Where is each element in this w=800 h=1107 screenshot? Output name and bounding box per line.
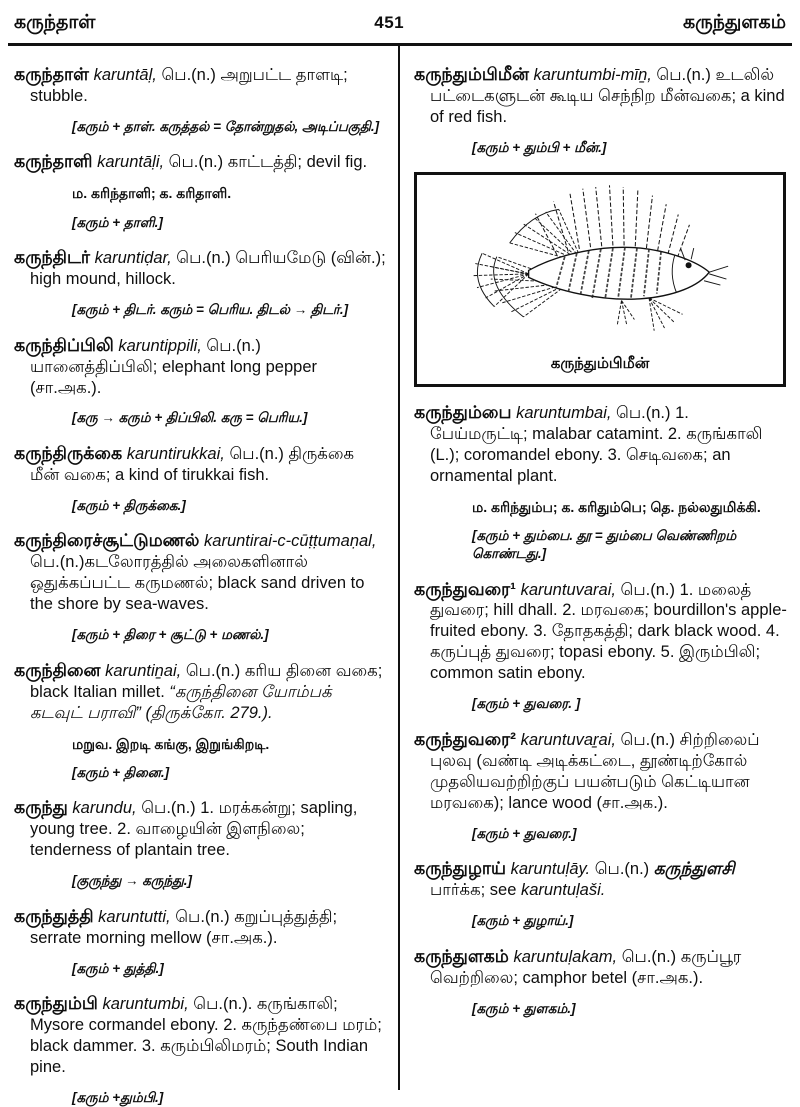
entry-etymology — [472, 695, 790, 713]
text-run: இறடி கங்கு, இறுங்கிறடி. — [112, 735, 270, 752]
text-run: [கரும் + தும்பி + மீன்.] — [472, 139, 607, 155]
right-column-bottom — [414, 401, 790, 1017]
transliteration: karuntumbi-mīṉ, — [528, 66, 652, 84]
entry-etymology — [472, 527, 790, 562]
dictionary-entry — [414, 63, 790, 156]
entry-etymology — [472, 912, 790, 930]
entry-etymology — [72, 872, 386, 890]
text-run: பெ.(n.) உடலில் பட்டைகளுடன் கூடிய செந்நிற மீன்வகை; a kind of red fish. — [430, 66, 785, 126]
text-run: பெ.(n.) பெரியமேடு (வின்.); high mound, hillock. — [30, 249, 386, 289]
text-run: கரிந்தாளி; — [87, 185, 160, 202]
text-run: [கரும் + துத்தி.] — [72, 960, 164, 976]
transliteration: karuntāḷi, — [92, 153, 165, 172]
figure-caption: கருந்தும்பிமீன் — [550, 355, 650, 373]
text-run: பெ.(n.) கருப்பூர வெற்றிலை; camphor betel (சா.அக.). — [430, 947, 742, 987]
headword: கருந்துழாய் — [414, 858, 507, 879]
text-run: [கரும் + துவரை.] — [472, 825, 577, 841]
text-run: பெ.(n.) காட்டத்தி; devil fig. — [164, 153, 368, 172]
transliteration: karuntiṉai, — [100, 661, 182, 680]
text-run: [கரும் + தினை.] — [72, 764, 170, 780]
dictionary-entry — [414, 728, 790, 842]
header-guide-word-right: கருந்துளகம் — [682, 12, 786, 33]
entry-definition — [14, 992, 386, 1078]
entry-definition — [14, 334, 386, 399]
headword: கருந்தும்பி — [14, 993, 98, 1014]
text-run: [கரும் +தும்பி.] — [72, 1090, 164, 1106]
entry-definition — [14, 246, 386, 290]
text-run: பெ.(n.) திருக்கை மீன் வகை; a kind of tirukkai fish. — [30, 445, 355, 484]
dictionary-entry — [14, 905, 386, 977]
entry-definition — [14, 63, 386, 107]
text-run: பெ.(n.). கருங்காலி; Mysore cormandel ebony. 2. கருந்தண்பை மரம்; black dammer. 3. கரும்பிலிமரம்; South Indian pine. — [30, 995, 382, 1077]
entry-etymology — [72, 497, 386, 515]
page-number: 451 — [374, 13, 405, 32]
headword: கருந்திருக்கை — [14, 443, 123, 463]
dictionary-entry — [14, 63, 386, 135]
entry-definition — [14, 659, 386, 724]
entry-definition — [14, 529, 386, 615]
entry-definition — [414, 578, 790, 685]
entry-cognates — [472, 498, 790, 516]
transliteration: karuntutti, — [93, 907, 171, 926]
entry-etymology — [72, 626, 386, 644]
text-run: [கரும் + தாள். கருத்தல் = தோன்றுதல், அடிப்பகுதி.] — [72, 118, 380, 134]
entry-cognates — [72, 735, 386, 753]
dictionary-entry — [414, 857, 790, 929]
text-run: கரிதாளி. — [172, 185, 232, 202]
entry-etymology — [72, 1089, 386, 1107]
entry-definition — [14, 442, 386, 486]
dictionary-entry — [14, 442, 386, 514]
dictionary-entry — [14, 796, 386, 889]
transliteration: karundu, — [67, 799, 137, 818]
citation: “கருந்தினை யோம்பக் கடவுட் பராவி” (திருக்கோ. 279.). — [30, 682, 332, 722]
fish-figure — [414, 172, 786, 387]
headword: கருந்தும்பை — [414, 402, 512, 423]
entry-etymology — [472, 825, 790, 843]
text-run: நல்லதுமிக்கி. — [674, 499, 761, 516]
transliteration: karuntuḷakam, — [508, 947, 618, 966]
headword: கருந்துளகம் — [414, 945, 509, 966]
headword: கருந்துத்தி — [14, 905, 94, 926]
text-run: பெ.(n.) — [590, 860, 654, 879]
transliteration: karuntirai-c-cūṭṭumaṇal, — [199, 532, 377, 551]
lionfish-illustration — [423, 181, 777, 353]
text-run: [கரும் + திடர். கரும் = பெரிய. திடல் → திடர்.] — [72, 302, 349, 318]
headword: கருந்தாளி — [14, 151, 93, 172]
entry-definition — [414, 945, 790, 989]
entry-definition — [414, 857, 790, 901]
headword: கருந்திரைச்சூட்டுமணல் — [14, 530, 200, 551]
cross-reference-translit: karuntuḷaši. — [520, 881, 606, 900]
text-run: பெ.(n.)கடலோரத்தில் அலைகளினால் ஒதுக்கப்பட்ட கருமணல்; black sand driven to the shore by sea-waves. — [30, 553, 365, 614]
entry-definition — [414, 63, 790, 128]
text-run: [கரு → கரும் + திப்பிலி. கரு = பெரிய.] — [72, 410, 308, 426]
text-run: பெ.(n.) அறுபட்ட தாளடி; stubble. — [30, 66, 348, 105]
transliteration: karuntiḍar, — [90, 249, 172, 268]
transliteration: karuntuḷāy. — [506, 860, 591, 879]
entry-etymology — [72, 409, 386, 427]
headword: கருந்தாள் — [14, 64, 89, 84]
entry-definition — [14, 905, 386, 949]
text-run: [குருந்து → கருந்து.] — [72, 873, 193, 889]
entry-etymology — [472, 1000, 790, 1018]
text-run: ம. — [472, 499, 488, 516]
text-run: [கரும் + திரை + சூட்டு + மணல்.] — [72, 627, 269, 643]
entry-etymology — [72, 764, 386, 782]
text-run: [கரும் + தும்பை. தூ = தும்பை வெண்ணிறம் கொண்டது.] — [472, 528, 737, 561]
text-run: பெ.(n.) கறுப்புத்துத்தி; serrate morning mellow (சா.அக.). — [30, 907, 338, 947]
right-column-top — [414, 63, 790, 156]
dictionary-entry — [14, 529, 386, 643]
dictionary-entry — [14, 659, 386, 782]
headword: கருந்துவரை¹ — [414, 578, 516, 599]
text-run: [கரும் + துவரை. ] — [472, 696, 581, 712]
dictionary-entry — [414, 401, 790, 562]
dictionary-entry — [14, 150, 386, 231]
text-run: பெ.(n.) 1. மலைத் துவரை; hill dhall. 2. மரவகை; bourdillon's apple-fruited ebony. 3. தோதகத்தி; dark black wood. 4. கருப்புத் துவரை; topasi ebony. 5. இரும்பிலி; common satin ebony. — [430, 580, 787, 683]
text-run: பெ.(n.) சிற்றிலைப் புலவு (வண்டி அடிக்கட்டை, தூண்டிற்கோல் முதலியவற்றிற்குப் பயன்படும் கெட்டியான மரவகை); lance wood (சா.அக.). — [430, 730, 760, 812]
dictionary-entry — [14, 334, 386, 427]
text-run: க. — [561, 499, 575, 516]
text-run: க. — [159, 185, 173, 202]
text-run: கரிதும்பெ; — [574, 499, 651, 516]
text-run: ம. — [72, 185, 88, 202]
entry-cognates — [72, 184, 386, 202]
dictionary-entry — [14, 246, 386, 318]
headword: கருந்துவரை² — [414, 728, 516, 749]
transliteration: karuntumbi, — [97, 995, 189, 1014]
entry-definition — [414, 401, 790, 487]
text-run: [கரும் + துளகம்.] — [472, 1000, 576, 1016]
entry-definition — [414, 728, 790, 814]
headword: கருந்தும்பிமீன் — [414, 64, 529, 84]
right-column — [400, 46, 792, 1090]
page-header — [8, 8, 792, 43]
dictionary-entry — [414, 578, 790, 713]
text-run: பெ.(n.) 1. மரக்கன்று; sapling, young tree. 2. வாழையின் இளநிலை; tenderness of plantain tree. — [30, 799, 358, 860]
entry-definition — [14, 150, 386, 173]
headword: கருந்திடர் — [14, 247, 91, 268]
text-run: [கரும் + தாளி.] — [72, 214, 163, 230]
entry-etymology — [472, 139, 790, 157]
text-run: பார்க்க; see — [430, 881, 521, 900]
transliteration: karuntuvarai, — [516, 580, 616, 599]
text-run: பெ.(n.) கரிய தினை வகை; black Italian millet. — [30, 661, 383, 701]
entry-etymology — [72, 301, 386, 319]
transliteration: karuntuvaṟai, — [516, 730, 616, 749]
two-column-body — [8, 46, 792, 1106]
text-run: தெ. — [650, 499, 675, 516]
text-run: கரிந்தும்ப; — [487, 499, 562, 516]
entry-etymology — [72, 118, 386, 136]
header-guide-word-left: கருந்தாள் — [14, 12, 96, 33]
text-run: பெ.(n.) 1. பேய்மருட்டி; malabar catamint. 2. கருங்காலி (L.); coromandel ebony. 3. செடிவகை; an ornamental plant. — [430, 404, 763, 486]
dictionary-entry — [14, 992, 386, 1106]
left-column — [8, 46, 398, 1106]
entry-definition — [14, 796, 386, 861]
entry-etymology — [72, 214, 386, 232]
entry-etymology — [72, 960, 386, 978]
transliteration: karuntumbai, — [511, 404, 612, 423]
headword: கருந்து — [14, 797, 68, 818]
text-run: [கரும் + துழாய்.] — [472, 913, 574, 929]
cross-reference: கருந்துளசி — [653, 859, 735, 879]
transliteration: karuntirukkai, — [122, 445, 225, 463]
dictionary-entry — [414, 945, 790, 1017]
text-run: [கரும் + திருக்கை.] — [72, 497, 186, 513]
transliteration: karuntāḷ, — [88, 66, 157, 84]
text-run: மறுவ. — [72, 735, 113, 752]
headword: கருந்திப்பிலி — [14, 334, 114, 355]
transliteration: karuntippili, — [113, 336, 202, 355]
text-run: பெ.(n.) யானைத்திப்பிலி; elephant long pepper (சா.அக.). — [30, 336, 318, 397]
headword: கருந்தினை — [14, 659, 101, 680]
